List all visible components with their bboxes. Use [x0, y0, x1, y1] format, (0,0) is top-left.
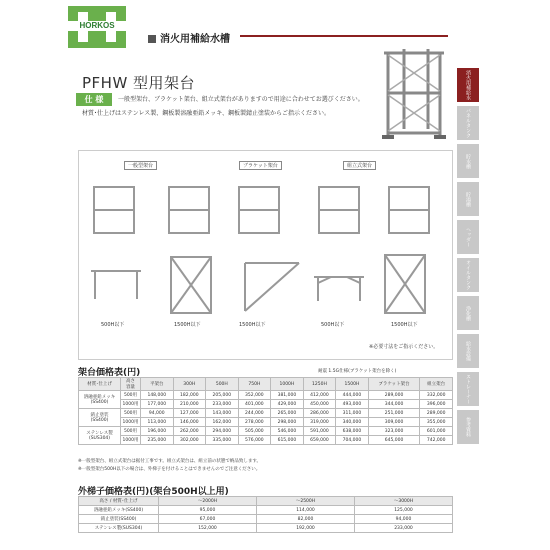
price-cell: 182,000 — [173, 391, 206, 400]
ladder-col-header: ～3000H — [355, 497, 453, 506]
price-cell: 396,000 — [420, 400, 453, 409]
price-capacity: 500用 — [121, 391, 141, 400]
price-material-name: 錆止塗装 — [90, 413, 109, 418]
ladder-material: ステンレス製(SUS304) — [79, 524, 159, 533]
price-cell: 381,000 — [271, 391, 304, 400]
price-cell: 148,000 — [141, 391, 174, 400]
side-tab-9[interactable]: 参考資料 — [457, 410, 479, 444]
price-row — [79, 400, 453, 409]
price-cell: 355,000 — [420, 418, 453, 427]
ladder-corner: 高さ / 材質･仕上げ — [79, 497, 159, 506]
price-row — [79, 409, 453, 418]
ladder-cell: 114,000 — [257, 506, 355, 515]
side-tab-1[interactable]: パネルタンク — [457, 106, 479, 140]
ladder-row — [79, 524, 453, 533]
ladder-cell: 94,000 — [355, 515, 453, 524]
price-cell: 262,000 — [173, 427, 206, 436]
price-row — [79, 391, 453, 400]
price-cell: 162,000 — [206, 418, 239, 427]
brand-logo — [68, 6, 126, 48]
ladder-cell: 192,000 — [257, 524, 355, 533]
price-footnote-2: ※一般型架台500H以下の場合は、外梯子を付けることはできませんのでご注意ください。 — [78, 467, 261, 472]
price-table-title: 架台価格表(円) — [78, 368, 141, 378]
side-tab-3[interactable]: 貯湯槽 — [457, 182, 479, 216]
price-table-note: 耐震 1.5G仕様(ブラケット架台を除く) — [318, 369, 397, 374]
side-tab-0[interactable]: 消火用補給水槽 — [457, 68, 479, 102]
price-col-header: 750H — [238, 378, 271, 391]
ladder-col-header: ～2000H — [159, 497, 257, 506]
price-capacity: 1000用 — [121, 436, 141, 445]
price-cell: 127,000 — [173, 409, 206, 418]
price-cell: 335,000 — [206, 436, 239, 445]
price-col-header: 平架台 — [141, 378, 174, 391]
price-material-spec: (SUS304) — [88, 436, 111, 441]
category-header — [148, 30, 230, 45]
price-material-name: 溶融亜鉛メッキ — [83, 395, 116, 400]
price-cell: 615,000 — [271, 436, 304, 445]
price-cell: 444,000 — [336, 391, 369, 400]
price-cell: 265,000 — [271, 409, 304, 418]
diagram-note: ※必要寸法をご指示ください。 — [369, 344, 439, 350]
price-material — [79, 391, 121, 409]
price-material-spec: (SS400) — [90, 418, 109, 423]
height-label-3: 1500H以下 — [239, 322, 266, 328]
price-col-header: 組立架台 — [420, 378, 453, 391]
price-table-header — [79, 378, 453, 391]
price-col-header: 1500H — [336, 378, 369, 391]
price-cell: 704,000 — [336, 436, 369, 445]
price-col-header: ブラケット架台 — [368, 378, 420, 391]
price-material-name: ステンレス製 — [86, 431, 113, 436]
height-label-1: 500H以下 — [101, 322, 125, 328]
height-label-2: 1500H以下 — [174, 322, 201, 328]
price-cell: 311,000 — [336, 409, 369, 418]
side-tab-4[interactable]: ヘッダー — [457, 220, 479, 254]
price-cell: 659,000 — [303, 436, 336, 445]
ladder-cell: 152,000 — [159, 524, 257, 533]
ladder-table-header — [79, 497, 453, 506]
corner-capacity: 高さ 容量 — [121, 378, 141, 391]
side-tab-5[interactable]: オイルタンク — [457, 258, 479, 292]
page-title: PFHW 型用架台 — [82, 74, 196, 92]
ladder-cell: 125,000 — [355, 506, 453, 515]
price-col-header: 1250H — [303, 378, 336, 391]
height-label-4: 500H以下 — [321, 322, 345, 328]
price-cell: 235,000 — [141, 436, 174, 445]
price-cell: 412,000 — [303, 391, 336, 400]
ladder-table-body — [79, 506, 453, 533]
price-row — [79, 427, 453, 436]
price-col-header: 300H — [173, 378, 206, 391]
ladder-table — [78, 496, 453, 533]
price-cell: 143,000 — [206, 409, 239, 418]
ladder-cell: 82,000 — [257, 515, 355, 524]
price-table-body — [79, 391, 453, 445]
ladder-row — [79, 506, 453, 515]
spec-line-2: 材質･仕上げはステンレス製、鋼板製溶融亜鉛メッキ、鋼板製錆止塗装からご指示ください。 — [82, 110, 331, 117]
price-material — [79, 427, 121, 445]
price-material-spec: (SS400) — [90, 400, 109, 405]
side-tab-2[interactable]: 貯水槽 — [457, 144, 479, 178]
ladder-table-title: 外梯子価格表(円)(架台500H以上用) — [78, 487, 229, 497]
price-cell: 429,000 — [271, 400, 304, 409]
ladder-cell: 95,000 — [159, 506, 257, 515]
diagram-label-bracket: ブラケット架台 — [239, 161, 282, 170]
stand-photo — [378, 45, 450, 145]
price-cell: 113,000 — [141, 418, 174, 427]
ladder-cell: 233,000 — [355, 524, 453, 533]
price-cell: 177,000 — [141, 400, 174, 409]
side-tab-7[interactable]: 給水設備 — [457, 334, 479, 368]
price-cell: 146,000 — [173, 418, 206, 427]
ladder-material: 錆止塗装(SS400) — [79, 515, 159, 524]
price-cell: 493,000 — [336, 400, 369, 409]
price-cell: 323,000 — [368, 427, 420, 436]
spec-badge: 仕 様 — [76, 93, 112, 106]
height-label-5: 1500H以下 — [391, 322, 418, 328]
price-row — [79, 418, 453, 427]
price-cell: 601,000 — [420, 427, 453, 436]
price-cell: 244,000 — [238, 409, 271, 418]
diagram-label-general: 一般型架台 — [124, 161, 157, 170]
price-row — [79, 436, 453, 445]
price-col-header: 500H — [206, 378, 239, 391]
price-cell: 546,000 — [271, 427, 304, 436]
price-cell: 352,000 — [238, 391, 271, 400]
logo-text: HORKOS — [68, 21, 126, 31]
price-cell: 289,000 — [368, 391, 420, 400]
price-cell: 645,000 — [368, 436, 420, 445]
price-cell: 94,000 — [141, 409, 174, 418]
price-capacity: 500用 — [121, 409, 141, 418]
price-cell: 344,000 — [368, 400, 420, 409]
category-rule — [240, 35, 448, 37]
price-cell: 289,000 — [420, 409, 453, 418]
price-cell: 319,000 — [303, 418, 336, 427]
ladder-row — [79, 515, 453, 524]
price-cell: 332,000 — [420, 391, 453, 400]
price-cell: 309,000 — [368, 418, 420, 427]
price-capacity: 500用 — [121, 427, 141, 436]
price-cell: 196,000 — [141, 427, 174, 436]
ladder-col-header: ～2500H — [257, 497, 355, 506]
category-square-icon — [148, 35, 156, 43]
diagram-label-assembly: 組立式架台 — [343, 161, 376, 170]
ladder-material: 溶融亜鉛メッキ(SS400) — [79, 506, 159, 515]
price-cell: 286,000 — [303, 409, 336, 418]
price-cell: 638,000 — [336, 427, 369, 436]
category-label: 消火用補給水槽 — [160, 34, 230, 45]
price-cell: 302,000 — [173, 436, 206, 445]
price-cell: 233,000 — [206, 400, 239, 409]
corner-material: 材質･仕上げ — [79, 378, 121, 391]
price-material — [79, 409, 121, 427]
price-cell: 340,000 — [336, 418, 369, 427]
price-cell: 210,000 — [173, 400, 206, 409]
spec-line-1: 一般型架台、ブラケット架台、組立式架台がありますので用途に合わせてお選びください。 — [118, 96, 364, 103]
price-cell: 742,000 — [420, 436, 453, 445]
price-cell: 278,000 — [238, 418, 271, 427]
price-cell: 294,000 — [206, 427, 239, 436]
price-cell: 205,000 — [206, 391, 239, 400]
price-cell: 505,000 — [238, 427, 271, 436]
price-cell: 591,000 — [303, 427, 336, 436]
price-cell: 450,000 — [303, 400, 336, 409]
price-cell: 298,000 — [271, 418, 304, 427]
price-cell: 251,000 — [368, 409, 420, 418]
side-tab-6[interactable]: 浄化槽 — [457, 296, 479, 330]
side-tab-8[interactable]: ストレーナー — [457, 372, 479, 406]
stand-drawings — [79, 151, 454, 361]
price-footnote-1: ※一般型架台、組立式架台は据付工事です。組立式架台は、組立前の状態で納品致します。 — [78, 459, 262, 464]
diagram-panel — [78, 150, 453, 360]
price-capacity: 1000用 — [121, 418, 141, 427]
price-capacity: 1000用 — [121, 400, 141, 409]
price-table — [78, 377, 453, 445]
price-cell: 401,000 — [238, 400, 271, 409]
price-cell: 576,000 — [238, 436, 271, 445]
price-col-header: 1000H — [271, 378, 304, 391]
ladder-cell: 67,000 — [159, 515, 257, 524]
